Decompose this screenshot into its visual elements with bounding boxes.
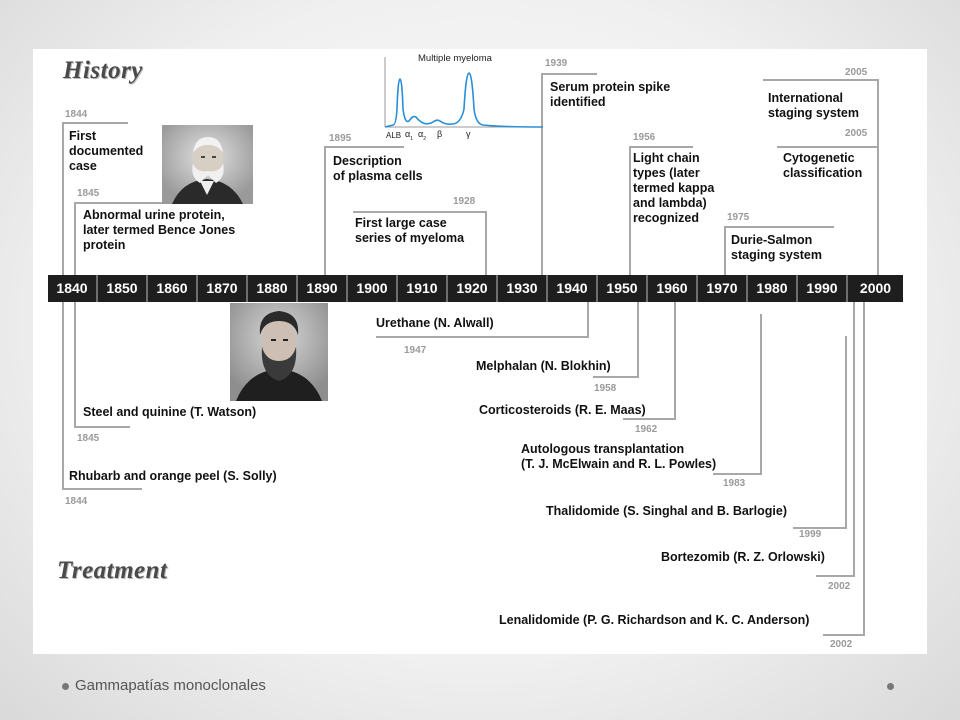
portrait-bence-jones (162, 125, 253, 204)
decade-1960: 1960 (648, 275, 698, 302)
treatment-year-1844: 1844 (65, 496, 88, 507)
history-year-1895: 1895 (329, 133, 352, 144)
decade-1930: 1930 (498, 275, 548, 302)
history-event-plasma-cells: Description of plasma cells (333, 154, 423, 183)
treatment-year-1962: 1962 (635, 424, 658, 435)
treatment-year-1947: 1947 (404, 345, 427, 356)
decade-1940: 1940 (548, 275, 598, 302)
spep-label-beta: β (437, 129, 443, 139)
treatment-autologous-transplant: Autologous transplantation (T. J. McElwain and R. L. Powles) (521, 442, 717, 471)
decade-2000: 2000 (859, 280, 892, 296)
decade-1890: 1890 (298, 275, 348, 302)
decade-1910: 1910 (398, 275, 448, 302)
decade-1900: 1900 (348, 275, 398, 302)
footer-text: Gammapatías monoclonales (75, 677, 266, 694)
decade-1990: 1990 (798, 275, 848, 302)
decade-1850: 1850 (98, 275, 148, 302)
history-event-cytogenetic: Cytogenetic classification (783, 151, 863, 180)
history-year-1975: 1975 (727, 212, 750, 223)
history-year-2005-iss: 2005 (845, 67, 868, 78)
footer-bullet-right (887, 683, 894, 690)
history-event-protein-spike: Serum protein spike identified (550, 80, 671, 109)
treatment-steel-quinine: Steel and quinine (T. Watson) (83, 405, 257, 419)
decade-1920: 1920 (448, 275, 498, 302)
slide-canvas (33, 49, 927, 654)
treatment-year-1845: 1845 (77, 433, 100, 444)
treatment-urethane: Urethane (N. Alwall) (376, 316, 494, 330)
spep-label-alpha2: $\alpha_2$ (418, 129, 426, 142)
history-event-light-chain: Light chain types (later termed kappa and lambda) recognized (633, 151, 715, 225)
spep-chart (383, 49, 548, 147)
spep-title: Multiple myeloma (418, 53, 492, 64)
treatment-year-1958: 1958 (594, 383, 617, 394)
history-year-2005-cytogenetic: 2005 (845, 128, 868, 139)
history-event-durie-salmon: Durie-Salmon staging system (731, 233, 823, 262)
spep-label-gamma: γ (466, 129, 471, 139)
decade-1840: 1840 (48, 275, 98, 302)
history-event-first-case: First documented case (69, 129, 144, 173)
history-year-1939: 1939 (545, 58, 568, 69)
history-event-case-series: First large case series of myeloma (355, 216, 465, 245)
treatment-melphalan: Melphalan (N. Blokhin) (476, 359, 611, 373)
history-year-1956: 1956 (633, 132, 656, 143)
treatment-lenalidomide: Lenalidomide (P. G. Richardson and K. C. Anderson) (499, 613, 810, 627)
timeline-bar (48, 275, 903, 302)
treatment-year-1999: 1999 (799, 529, 822, 540)
treatment-bortezomib: Bortezomib (R. Z. Orlowski) (661, 550, 825, 564)
history-event-international-staging: International staging system (768, 91, 860, 120)
treatment-year-2002-bortezomib: 2002 (828, 581, 851, 592)
history-title: History (63, 57, 143, 84)
portrait-physician (230, 303, 328, 401)
decade-1950: 1950 (598, 275, 648, 302)
history-event-bence-jones: Abnormal urine protein, later termed Bence Jones protein (83, 208, 236, 252)
treatment-corticosteroids: Corticosteroids (R. E. Maas) (479, 403, 646, 417)
treatment-year-1983: 1983 (723, 478, 746, 489)
spep-label-alpha1: $\alpha_1$ (405, 129, 413, 142)
spep-trace-line (385, 73, 543, 127)
decade-1980: 1980 (748, 275, 798, 302)
decade-1970: 1970 (698, 275, 748, 302)
decade-1860: 1860 (148, 275, 198, 302)
treatment-rhubarb-orange: Rhubarb and orange peel (S. Solly) (69, 469, 277, 483)
treatment-year-2002-lenalidomide: 2002 (830, 639, 853, 650)
history-year-1844: 1844 (65, 109, 88, 120)
spep-label-alb: ALB (386, 131, 402, 140)
history-year-1845: 1845 (77, 188, 100, 199)
treatment-thalidomide: Thalidomide (S. Singhal and B. Barlogie) (546, 504, 787, 518)
footer-bullet-left (62, 683, 69, 690)
decade-1870: 1870 (198, 275, 248, 302)
decade-1880: 1880 (248, 275, 298, 302)
history-year-1928: 1928 (453, 196, 476, 207)
treatment-title: Treatment (57, 557, 168, 584)
